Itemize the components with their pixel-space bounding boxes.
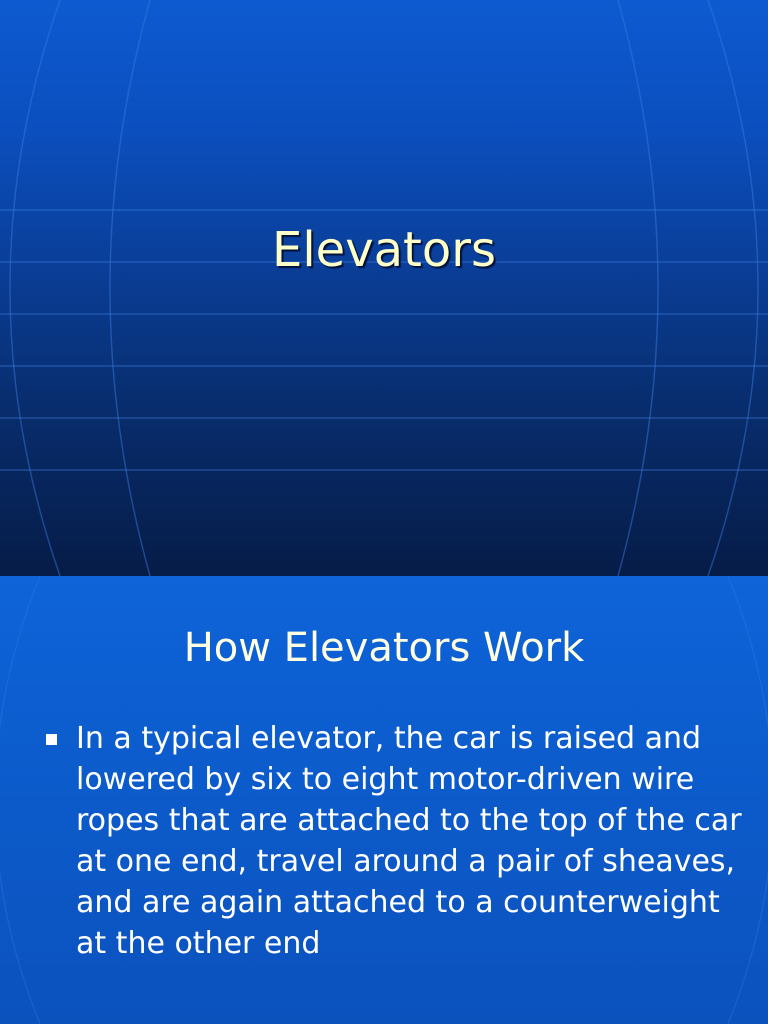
bullet-item	[46, 718, 746, 964]
bullet-text: In a typical elevator, the car is raised and lowered by six to eight motor-driven wire ropes that are attached to the top of the car at one end, travel around a pair of sheaves, and are again attached to a counterweight at the other end	[76, 721, 742, 961]
square-bullet-icon	[46, 734, 57, 745]
content-slide	[0, 576, 768, 1024]
bullet-list	[46, 718, 746, 964]
slide-title: How Elevators Work	[183, 625, 585, 671]
slide-title: Elevators	[272, 222, 496, 278]
